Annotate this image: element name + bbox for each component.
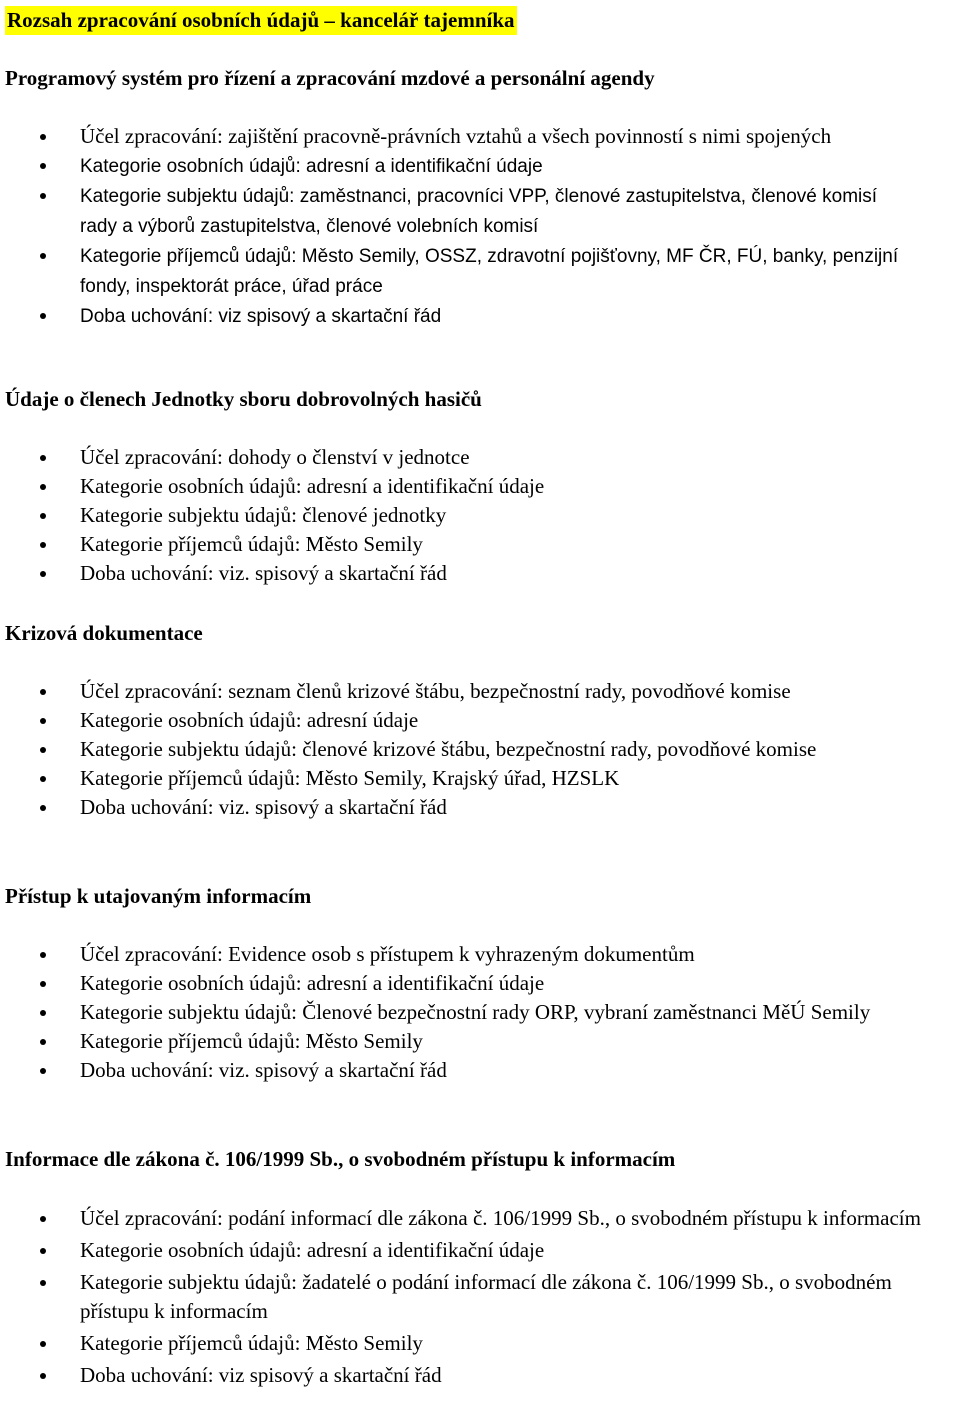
bullet-icon bbox=[40, 1248, 46, 1254]
bullet-icon bbox=[40, 571, 46, 577]
list-item-text: Doba uchování: viz spisový a skartační řád bbox=[80, 1363, 442, 1387]
list-item bbox=[0, 181, 905, 241]
list-item-text: Účel zpracování: seznam členů krizové štábu, bezpečnostní rady, povodňové komise bbox=[80, 679, 791, 703]
list-item-text: Kategorie subjektu údajů: žadatelé o podání informací dle zákona č. 106/1999 Sb., o svobodném přístupu k informacím bbox=[80, 1270, 892, 1323]
bullet-icon bbox=[40, 981, 46, 987]
bullet-icon bbox=[40, 313, 46, 319]
list-item-text: Účel zpracování: Evidence osob s přístupem k vyhrazeným dokumentům bbox=[80, 942, 695, 966]
bullet-icon bbox=[40, 718, 46, 724]
list-item-text: Kategorie osobních údajů: adresní a identifikační údaje bbox=[80, 971, 545, 995]
list-item bbox=[0, 501, 905, 530]
list-item bbox=[0, 998, 960, 1027]
section-heading-firefighters: Údaje o členech Jednotky sboru dobrovolných hasičů bbox=[5, 387, 482, 411]
list-item bbox=[0, 706, 960, 735]
bullet-icon bbox=[40, 193, 46, 199]
section-list-information-act bbox=[0, 1204, 925, 1390]
list-item bbox=[0, 530, 905, 559]
list-item bbox=[0, 940, 960, 969]
list-item bbox=[0, 559, 905, 588]
bullet-icon bbox=[40, 134, 46, 140]
list-item bbox=[0, 793, 960, 822]
list-item-text: Kategorie příjemců údajů: Město Semily, OSSZ, zdravotní pojišťovny, MF ČR, FÚ, banky, penzijní fondy, inspektorát práce, úřad práce bbox=[80, 246, 899, 297]
list-item-text: Kategorie osobních údajů: adresní údaje bbox=[80, 708, 419, 732]
bullet-icon bbox=[40, 747, 46, 753]
section-heading-information-act: Informace dle zákona č. 106/1999 Sb., o svobodném přístupu k informacím bbox=[5, 1147, 676, 1171]
section-heading-payroll-system: Programový systém pro řízení a zpracování mzdové a personální agendy bbox=[5, 66, 655, 90]
bullet-icon bbox=[40, 484, 46, 490]
list-item-text: Doba uchování: viz. spisový a skartační řád bbox=[80, 1058, 447, 1082]
bullet-icon bbox=[40, 455, 46, 461]
list-item bbox=[0, 969, 960, 998]
bullet-icon bbox=[40, 1280, 46, 1286]
section-heading-classified-access: Přístup k utajovaným informacím bbox=[5, 884, 312, 908]
list-item bbox=[0, 1361, 925, 1390]
list-item bbox=[0, 122, 905, 151]
list-item bbox=[0, 1027, 960, 1056]
list-item-text: Účel zpracování: podání informací dle zákona č. 106/1999 Sb., o svobodném přístupu k informacím bbox=[80, 1206, 921, 1230]
list-item-text: Kategorie osobních údajů: adresní a identifikační údaje bbox=[80, 156, 543, 177]
bullet-icon bbox=[40, 952, 46, 958]
bullet-icon bbox=[40, 1373, 46, 1379]
list-item-text: Kategorie subjektu údajů: členové krizové štábu, bezpečnostní rady, povodňové komise bbox=[80, 737, 817, 761]
list-item-text: Účel zpracování: zajištění pracovně-právních vztahů a všech povinností s nimi spojených bbox=[80, 124, 832, 148]
list-item-text: Doba uchování: viz. spisový a skartační řád bbox=[80, 795, 447, 819]
section-list-firefighters bbox=[0, 443, 905, 588]
list-item bbox=[0, 1329, 925, 1358]
bullet-icon bbox=[40, 253, 46, 259]
list-item bbox=[0, 735, 960, 764]
list-item-text: Kategorie příjemců údajů: Město Semily bbox=[80, 1029, 423, 1053]
list-item-text: Účel zpracování: dohody o členství v jednotce bbox=[80, 445, 470, 469]
bullet-icon bbox=[40, 163, 46, 169]
list-item bbox=[0, 472, 905, 501]
list-item bbox=[0, 1204, 925, 1233]
section-heading-crisis-documentation: Krizová dokumentace bbox=[5, 621, 203, 645]
bullet-icon bbox=[40, 513, 46, 519]
bullet-icon bbox=[40, 805, 46, 811]
bullet-icon bbox=[40, 1039, 46, 1045]
document-title: Rozsah zpracování osobních údajů – kancelář tajemníka bbox=[5, 6, 517, 35]
list-item-text: Kategorie příjemců údajů: Město Semily, Krajský úřad, HZSLK bbox=[80, 766, 620, 790]
list-item-text: Doba uchování: viz spisový a skartační řád bbox=[80, 306, 442, 327]
list-item bbox=[0, 241, 905, 301]
bullet-icon bbox=[40, 1068, 46, 1074]
list-item-text: Doba uchování: viz. spisový a skartační řád bbox=[80, 561, 447, 585]
bullet-icon bbox=[40, 1341, 46, 1347]
list-item bbox=[0, 677, 960, 706]
section-list-payroll-system bbox=[0, 122, 905, 331]
list-item-text: Kategorie příjemců údajů: Město Semily bbox=[80, 1331, 423, 1355]
bullet-icon bbox=[40, 542, 46, 548]
section-list-crisis-documentation bbox=[0, 677, 960, 822]
bullet-icon bbox=[40, 1216, 46, 1222]
section-list-classified-access bbox=[0, 940, 960, 1085]
list-item bbox=[0, 301, 905, 331]
bullet-icon bbox=[40, 776, 46, 782]
list-item-text: Kategorie osobních údajů: adresní a identifikační údaje bbox=[80, 474, 545, 498]
bullet-icon bbox=[40, 689, 46, 695]
list-item-text: Kategorie subjektu údajů: zaměstnanci, pracovníci VPP, členové zastupitelstva, členové komisí rady a výborů zastupitelstva, členové volebních komisí bbox=[80, 186, 878, 237]
list-item bbox=[0, 764, 960, 793]
list-item bbox=[0, 1236, 925, 1265]
list-item bbox=[0, 443, 905, 472]
list-item-text: Kategorie příjemců údajů: Město Semily bbox=[80, 532, 423, 556]
list-item-text: Kategorie subjektu údajů: Členové bezpečnostní rady ORP, vybraní zaměstnanci MěÚ Semily bbox=[80, 1000, 871, 1024]
bullet-icon bbox=[40, 1010, 46, 1016]
list-item bbox=[0, 151, 905, 181]
list-item-text: Kategorie subjektu údajů: členové jednotky bbox=[80, 503, 447, 527]
list-item bbox=[0, 1056, 960, 1085]
list-item-text: Kategorie osobních údajů: adresní a identifikační údaje bbox=[80, 1238, 545, 1262]
list-item bbox=[0, 1268, 925, 1326]
